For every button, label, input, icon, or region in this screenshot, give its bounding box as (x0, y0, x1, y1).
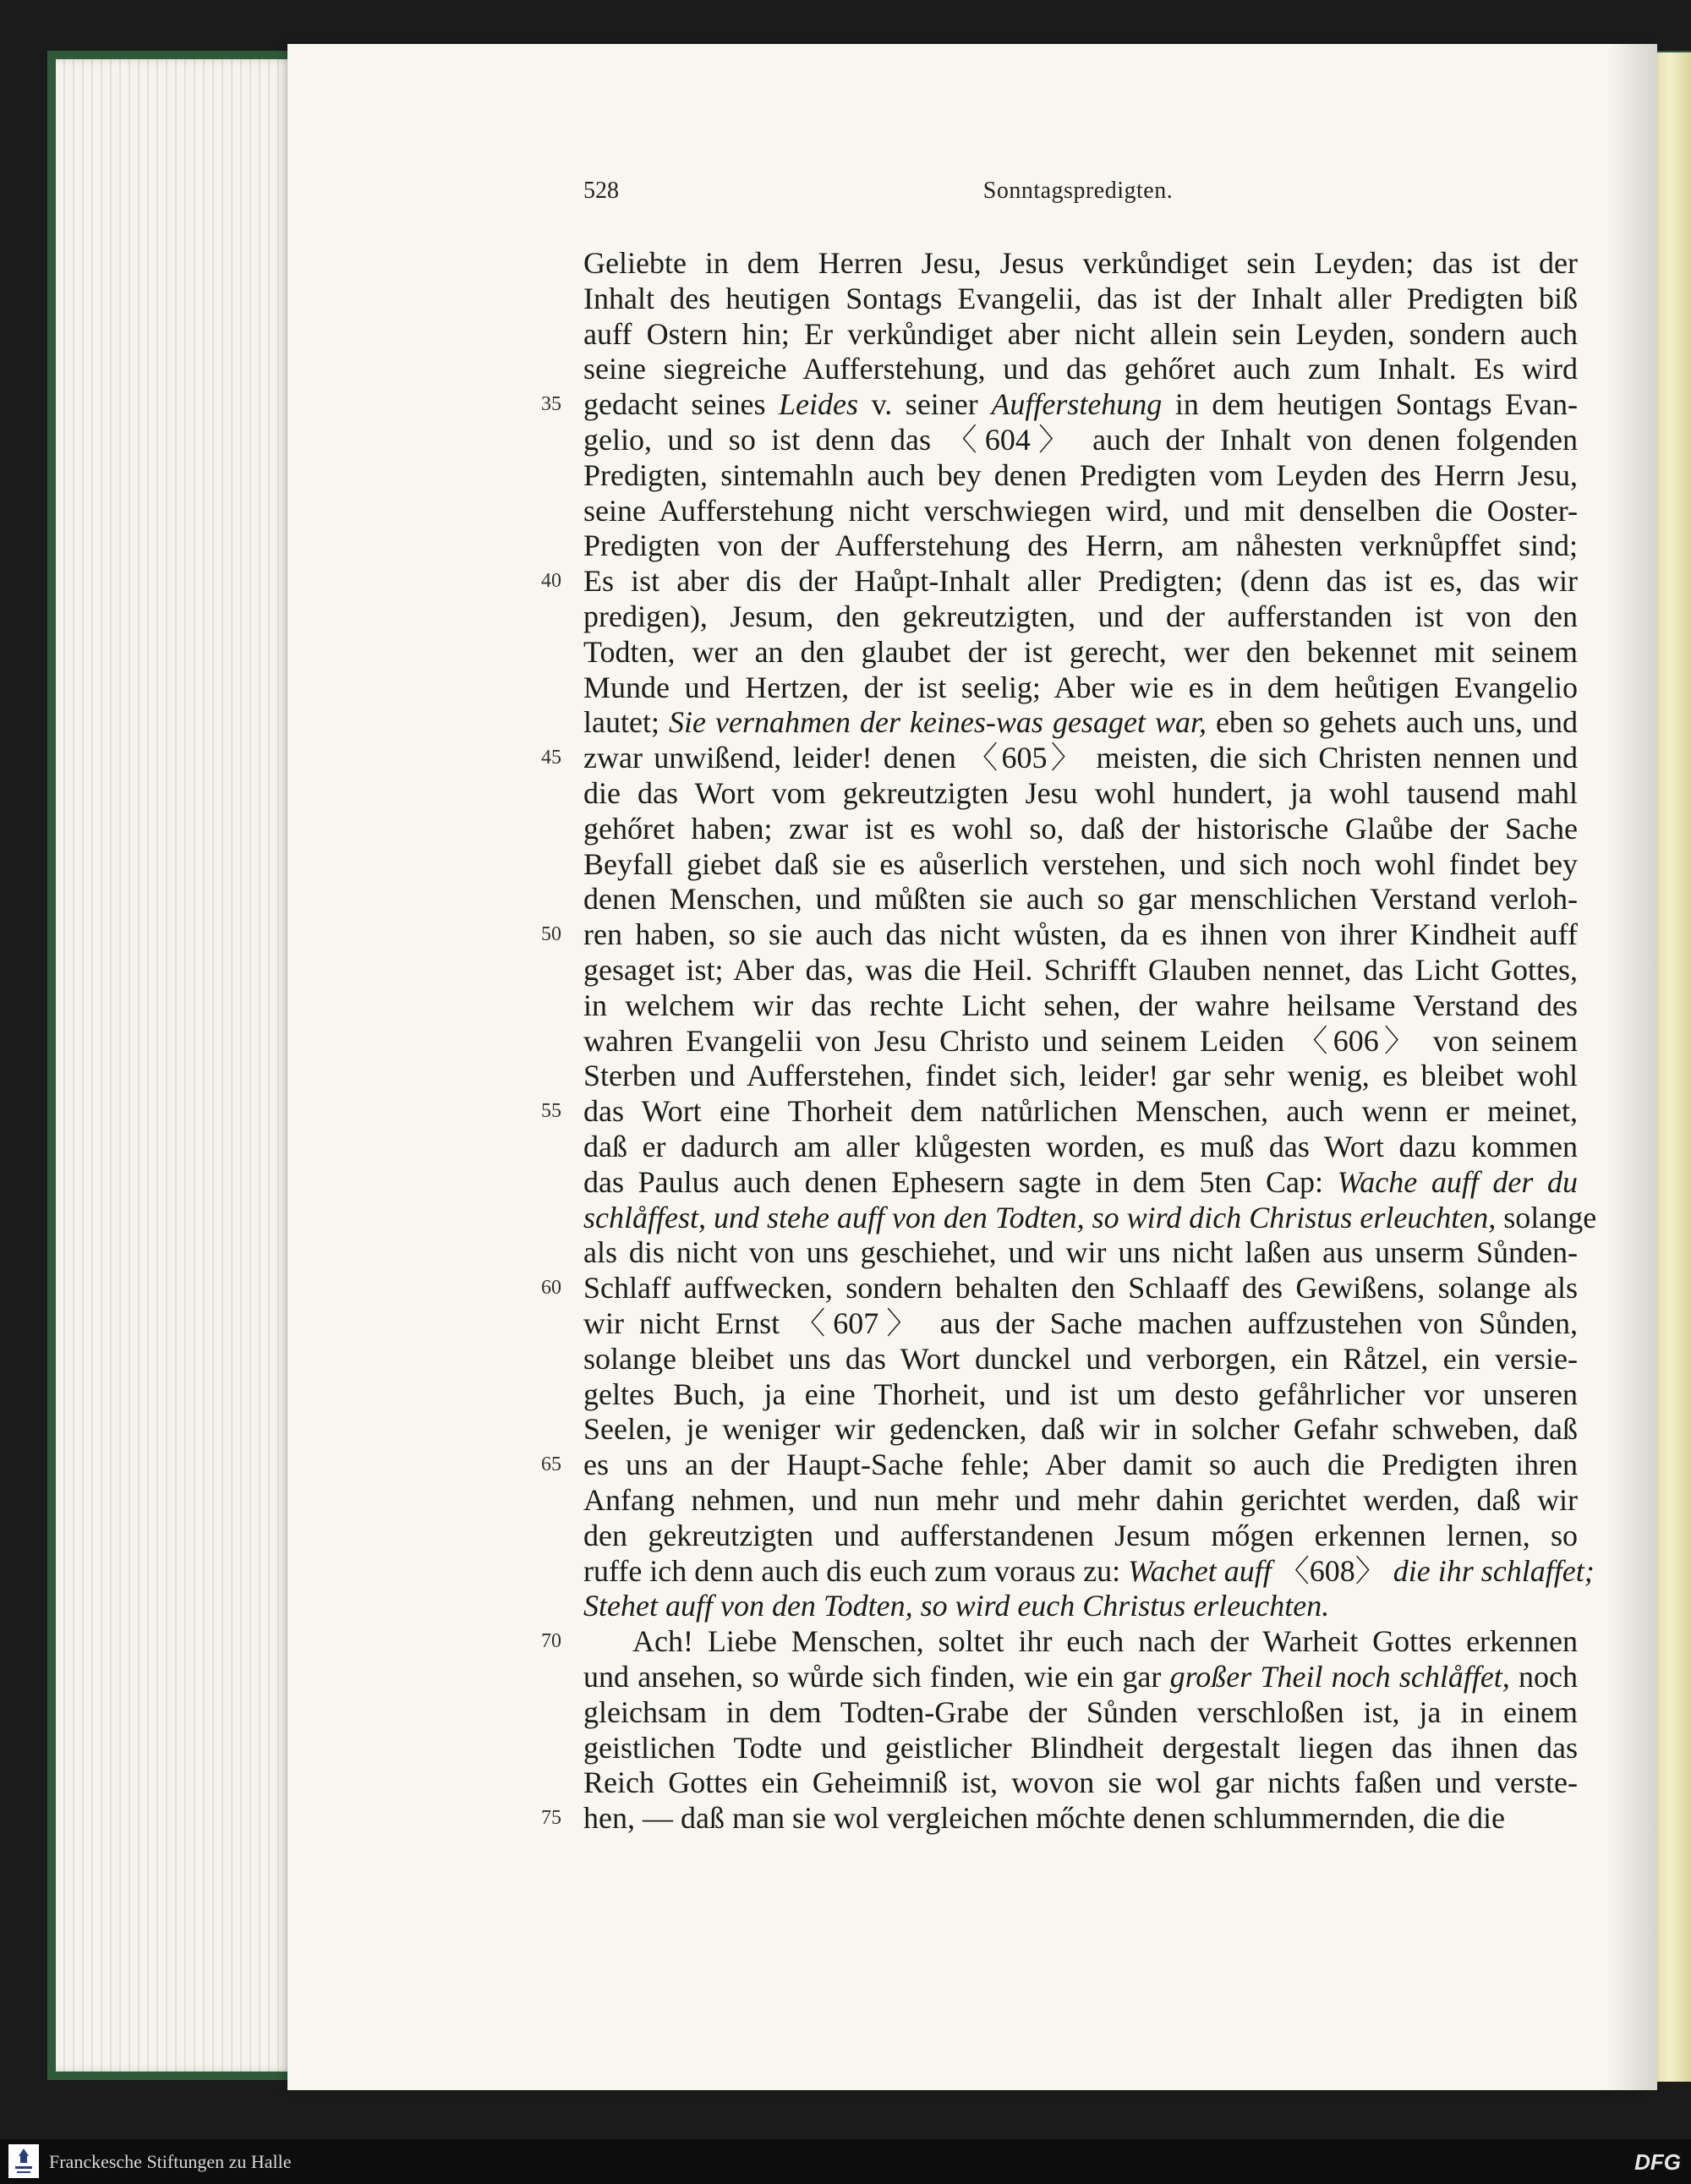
line-number: 35 (541, 393, 561, 416)
text-line: Schlaff auffwecken, sondern behalten den Schlaaff des Gewißens, solange als (583, 1271, 1578, 1305)
text-line: das Wort eine Thorheit dem natůrlichen Menschen, auch wenn er meinet, (583, 1094, 1578, 1129)
text-line: Predigten von der Aufferstehung des Herrn, am nåhesten verknůpffet sind; (583, 528, 1578, 563)
text-line: die das Wort vom gekreutzigten Jesu wohl hundert, ja wohl tausend mahl (583, 776, 1578, 810)
text-line: Munde und Hertzen, der ist seelig; Aber wie es in dem heůtigen Evangelio (583, 670, 1578, 704)
text-line: es uns an der Haupt-Sache fehle; Aber damit so auch die Predigten ihren (583, 1448, 1578, 1482)
text-line: das Paulus auch denen Ephesern sagte in dem 5ten Cap: Wache auff der du (583, 1164, 1578, 1199)
text-line: solange bleibet uns das Wort dunckel und verborgen, ein Råtzel, ein versie- (583, 1341, 1578, 1376)
running-title: Sonntagspredigten. (982, 178, 1174, 204)
text-line: wahren Evangelii von Jesu Christo und seinem Leiden 〈606〉 von seinem (583, 1023, 1578, 1058)
text-line: ruffe ich denn auch dis euch zum voraus zu: Wachet auff 〈608〉 die ihr schlaffet; (583, 1553, 1595, 1588)
line-number: 50 (541, 923, 561, 946)
line-number: 45 (541, 747, 561, 769)
text-line: ren haben, so sie auch das nicht wůsten, da es ihnen von ihrer Kindheit auff (583, 917, 1578, 952)
text-line: gehőret haben; zwar ist es wohl so, daß der historische Glaůbe der Sache (583, 811, 1578, 846)
text-line: Reich Gottes ein Geheimniß ist, wovon sie wol gar nichts faßen und verste- (583, 1765, 1578, 1800)
text-line: Inhalt des heutigen Sontags Evangelii, das ist der Inhalt aller Predigten biß (583, 281, 1578, 315)
text-line: Geliebte in dem Herren Jesu, Jesus verkůndiget sein Leyden; das ist der (583, 246, 1578, 280)
text-line: Beyfall giebet daß sie es aůserlich verstehen, und sich noch wohl findet bey (583, 846, 1578, 881)
text-line: lautet; Sie vernahmen der keines-was gesaget war, eben so gehets auch uns, und (583, 705, 1579, 740)
text-line: gelio, und so ist denn das 〈604〉 auch der Inhalt von denen folgenden (583, 423, 1578, 457)
text-line: in welchem wir das rechte Licht sehen, der wahre heilsame Verstand des (583, 988, 1578, 1022)
book-page-edges (56, 59, 301, 2072)
text-line: gedacht seines Leides v. seiner Aufferstehung in dem heutigen Sontags Evan- (583, 387, 1578, 422)
line-number: 60 (541, 1277, 561, 1300)
institution-logo-icon (8, 2144, 39, 2178)
text-line: Todten, wer an den glaubet der ist gerecht, wer den bekennet mit seinem (583, 634, 1578, 669)
text-line: als dis nicht von uns geschiehet, und wir uns nicht laßen aus unserm Sůnden- (583, 1235, 1578, 1270)
text-line: Stehet auff von den Todten, so wird euch Christus erleuchten. (583, 1589, 1330, 1623)
text-line: denen Menschen, und můßten sie auch so gar menschlichen Verstand verloh- (583, 882, 1578, 917)
text-line: hen, — daß man sie wol vergleichen mőchte denen schlummernden, die die (583, 1801, 1506, 1836)
text-line: schlåffest, und stehe auff von den Todten, so wird dich Christus erleuchten, solange (583, 1200, 1597, 1234)
text-line: Predigten, sintemahln auch bey denen Predigten vom Leyden des Herrn Jesu, (583, 457, 1578, 492)
text-line: Ach! Liebe Menschen, soltet ihr euch nach der Warheit Gottes erkennen (632, 1624, 1578, 1659)
text-line: geltes Buch, ja eine Thorheit, und ist um desto gefåhrlicher vor unseren (583, 1377, 1578, 1411)
text-line: Anfang nehmen, und nun mehr und mehr dahin gerichtet werden, daß wir (583, 1483, 1578, 1517)
page-number: 528 (583, 178, 619, 204)
running-head (583, 178, 1573, 220)
text-line: zwar unwißend, leider! denen 〈605〉 meisten, die sich Christen nennen und (583, 741, 1578, 775)
line-number: 55 (541, 1100, 561, 1123)
text-line: auff Ostern hin; Er verkůndiget aber nicht allein sein Leyden, sondern auch (583, 316, 1578, 351)
text-line: gleichsam in dem Todten-Grabe der Sůnden verschloßen ist, ja in einem (583, 1694, 1578, 1729)
text-line: und ansehen, so wůrde sich finden, wie ein gar großer Theil noch schlåffet, noch (583, 1660, 1578, 1694)
text-line: Sterben und Aufferstehen, findet sich, leider! gar sehr wenig, es bleibet wohl (583, 1059, 1578, 1093)
facing-page-edge (1657, 52, 1691, 2082)
text-line: wir nicht Ernst 〈607〉 aus der Sache machen auffzustehen von Sůnden, (583, 1306, 1578, 1340)
line-number: 40 (541, 570, 561, 593)
text-line: seine Aufferstehung nicht verschwiegen wird, und mit denselben die Ooster- (583, 493, 1578, 528)
line-number: 70 (541, 1630, 561, 1653)
text-line: predigen), Jesum, den gekreutzigten, und der aufferstanden ist von den (583, 599, 1578, 633)
text-line: Seelen, je weniger wir gedencken, daß wir in solcher Gefahr schweben, daß (583, 1412, 1578, 1447)
text-line: geistlichen Todte und geistlicher Blindheit dergestalt liegen das ihnen das (583, 1730, 1578, 1765)
dfg-logo: DFG (1634, 2149, 1681, 2175)
text-line: seine siegreiche Aufferstehung, und das gehőret auch zum Inhalt. Es wird (583, 352, 1578, 386)
text-line: Es ist aber dis der Haůpt-Inhalt aller Predigten; (denn das ist es, das wir (583, 564, 1578, 599)
viewer-footer (0, 2139, 1691, 2184)
text-line: gesaget ist; Aber das, was die Heil. Schrifft Glauben nennet, das Licht Gottes, (583, 953, 1578, 987)
text-line: den gekreutzigten und aufferstandenen Jesum mőgen erkennen lernen, so (583, 1518, 1578, 1552)
institution-name: Franckesche Stiftungen zu Halle (49, 2151, 292, 2172)
page-gutter-shadow (1606, 44, 1657, 2090)
text-line: daß er dadurch am aller klůgesten worden, es muß das Wort dazu kommen (583, 1130, 1578, 1163)
line-number: 65 (541, 1453, 561, 1476)
line-number: 75 (541, 1807, 561, 1830)
